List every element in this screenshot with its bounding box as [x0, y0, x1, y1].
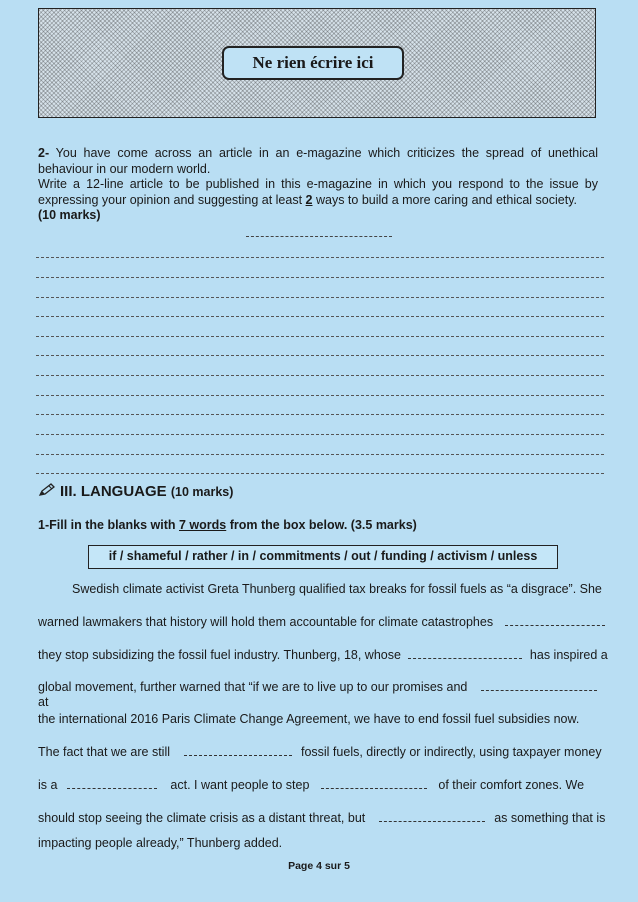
passage-line-2	[38, 615, 608, 630]
passage-line-3	[38, 648, 608, 663]
instruction-text-a: 1-Fill in the blanks with	[38, 518, 176, 532]
blank-6[interactable]	[321, 779, 427, 789]
page-number: Page 4 sur 5	[288, 860, 350, 872]
passage-text: at	[38, 695, 49, 709]
writing-line[interactable]	[36, 277, 604, 278]
blank-3[interactable]	[481, 681, 597, 691]
passage-line-5: the international 2016 Paris Climate Change Agreement, we have to end fossil fuel subsidies now.	[38, 712, 580, 726]
writing-line[interactable]	[36, 454, 604, 455]
passage-line-8	[38, 811, 608, 826]
blank-5[interactable]	[67, 779, 157, 789]
passage-text: is a	[38, 778, 58, 792]
task-text-2: ways to build a more caring and ethical society.	[315, 192, 577, 207]
passage-text: The fact that we are still	[38, 745, 171, 759]
writing-line[interactable]	[36, 434, 604, 435]
pencil-icon	[38, 483, 60, 501]
writing-line[interactable]	[36, 414, 604, 415]
passage-text: they stop subsidizing the fossil fuel industry. Thunberg, 18, whose	[38, 648, 401, 662]
writing-line[interactable]	[36, 297, 604, 298]
passage-text: fossil fuels, directly or indirectly, using taxpayer money	[300, 745, 602, 759]
passage-line-6	[38, 745, 608, 760]
blank-4[interactable]	[184, 746, 292, 756]
question-intro-text: You have come across an article in an e-magazine which criticizes the spread of unethical behaviour in our modern world.	[38, 146, 598, 176]
passage-text: act. I want people to step	[170, 778, 310, 792]
question-2	[38, 146, 598, 224]
writing-line[interactable]	[36, 257, 604, 258]
writing-line[interactable]	[36, 395, 604, 396]
writing-line[interactable]	[36, 375, 604, 376]
writing-line[interactable]	[36, 336, 604, 337]
passage-text: global movement, further warned that “if we are to live up to our promises and	[38, 680, 468, 694]
passage-text: has inspired a	[529, 648, 608, 662]
instruction-word-count: 7 words	[179, 518, 227, 532]
passage-line-4	[38, 680, 608, 710]
task-number: 2	[305, 192, 313, 207]
question-2-task	[38, 177, 598, 208]
writing-line[interactable]	[36, 473, 604, 474]
do-not-write-label: Ne rien écrire ici	[222, 46, 404, 80]
section-marks: (10 marks)	[170, 485, 234, 499]
instruction-text-b: from the box below. (3.5 marks)	[229, 518, 417, 532]
question-number: 2-	[38, 146, 50, 160]
section-heading	[38, 483, 233, 501]
question-2-marks: (10 marks)	[38, 208, 101, 222]
passage-line-7	[38, 778, 608, 793]
blank-7[interactable]	[379, 812, 485, 822]
writing-line[interactable]	[36, 355, 604, 356]
title-writing-line[interactable]	[246, 236, 392, 237]
passage-line-9: impacting people already,” Thunberg added.	[38, 836, 283, 850]
passage-text: should stop seeing the climate crisis as a distant threat, but	[38, 811, 366, 825]
blank-1[interactable]	[505, 616, 605, 626]
passage-text: warned lawmakers that history will hold them accountable for climate catastrophes	[38, 615, 494, 629]
word-box: if / shameful / rather / in / commitments / out / funding / activism / unless	[88, 545, 558, 569]
passage-line-1: Swedish climate activist Greta Thunberg qualified tax breaks for fossil fuels as “a disgrace”. She	[72, 582, 602, 596]
writing-line[interactable]	[36, 316, 604, 317]
section-title: III. LANGUAGE	[60, 483, 167, 500]
passage-text: of their comfort zones. We	[438, 778, 585, 792]
question-2-intro	[38, 146, 598, 177]
exercise-1-instruction	[38, 518, 417, 532]
passage-text: as something that is	[494, 811, 606, 825]
task-text-1: Write a 12-line article to be published in this e-magazine in which you respond to the issue by expressing your opinion and suggesting at least	[38, 177, 598, 207]
blank-2[interactable]	[408, 649, 522, 659]
